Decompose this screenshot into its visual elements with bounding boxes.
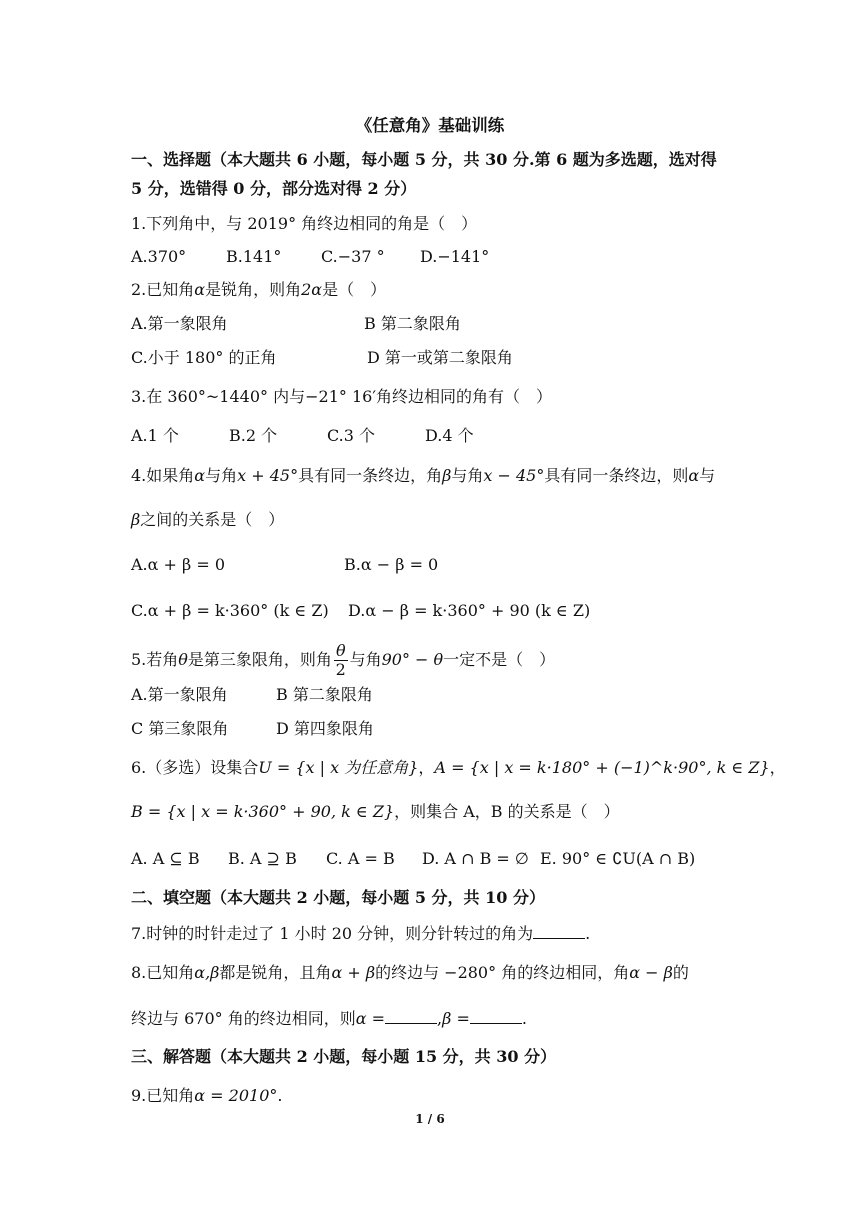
q8-line1-mid1: 都是锐角，且角: [219, 963, 332, 982]
section3-heading: 三、解答题（本大题共 2 小题，每小题 15 分，共 30 分）: [131, 1047, 557, 1066]
q4-line1-pre: 4.如果角: [131, 466, 195, 485]
q2-option-d: D 第一或第二象限角: [367, 348, 513, 367]
q4-option-b: B.α − β = 0: [344, 555, 439, 574]
q8-alpha-eq: α =: [355, 1009, 386, 1028]
q5-option-c: C 第三象限角: [131, 719, 229, 738]
q7-stem-text: 7.时钟的时针走过了 1 小时 20 分钟，则分针转过的角为: [131, 924, 534, 943]
q2-option-a: A.第一象限角: [131, 314, 228, 333]
q6-line1-end: ，: [769, 758, 786, 777]
q3-option-c: C.3 个: [327, 426, 376, 445]
q6-separator: ，: [418, 758, 435, 777]
q1-option-a: A.370°: [131, 247, 187, 266]
q4-options-row1: [131, 554, 438, 576]
section1-heading-line1: 一、选择题（本大题共 6 小题，每小题 5 分，共 30 分.第 6 题为多选题，选对得: [131, 150, 717, 169]
q6-line1: [131, 757, 786, 779]
q9-end: .: [277, 1086, 283, 1105]
q2-option-c: C.小于 180° 的正角: [131, 348, 277, 367]
q2-options-row2: [131, 347, 513, 369]
q4-alpha-2: α: [688, 466, 700, 485]
q4-option-a: A.α + β = 0: [131, 555, 226, 574]
q7-stem: [131, 922, 590, 945]
q6-line2-post: ，则集合 A，B 的关系是（ ）: [394, 802, 620, 821]
q7-answer-blank[interactable]: [533, 922, 585, 939]
q4-line2-post: 之间的关系是（ ）: [140, 510, 285, 529]
q2-two-alpha: 2α: [301, 280, 323, 299]
q3-option-d: D.4 个: [425, 426, 474, 445]
q2-stem-post: 是（ ）: [322, 280, 387, 299]
q5-option-a: A.第一象限角: [131, 685, 228, 704]
q6-set-b: B = {x | x = k·360° + 90, k ∈ Z}: [131, 802, 395, 821]
q5-stem: [131, 641, 555, 679]
q8-beta-blank[interactable]: [470, 1007, 522, 1024]
q8-line1-pre: 8.已知角: [131, 963, 195, 982]
q5-stem-post: 一定不是（ ）: [443, 650, 556, 669]
q2-stem: [131, 279, 386, 301]
q5-fraction: [334, 642, 348, 679]
q3-options: [131, 425, 474, 447]
q4-expr1: x + 45°: [237, 466, 299, 485]
q8-sum: α + β: [331, 963, 376, 982]
q6-option-d: D. A ∩ B = ∅: [422, 849, 529, 868]
q4-line1-end: 与: [699, 466, 716, 485]
q6-line2: [131, 801, 620, 823]
q6-set-u: U = {x | x 为任意角}: [258, 758, 419, 777]
q3-option-b: B.2 个: [229, 426, 278, 445]
q1-options: [131, 246, 489, 268]
q6-option-e: E. 90° ∈ ∁U(A ∩ B): [540, 849, 696, 868]
q4-beta: β: [442, 466, 452, 485]
document-title: 《任意角》基础训练: [355, 116, 505, 135]
q4-line1: [131, 465, 715, 487]
q4-expr2: x − 45°: [483, 466, 545, 485]
q8-line2: [131, 1007, 527, 1030]
q6-set-a: A = {x | x = k·180° + (−1)^k·90°, k ∈ Z}: [434, 758, 770, 777]
q5-stem-mid1: 是第三象限角，则角: [187, 650, 332, 669]
q2-options-row1: [131, 313, 461, 335]
q4-line1-mid2: 具有同一条终边，角: [298, 466, 443, 485]
q2-stem-mid: 是锐角，则角: [205, 280, 302, 299]
q8-line2-pre: 终边与 670° 角的终边相同，则: [131, 1009, 356, 1028]
q3-stem: 3.在 360°~1440° 内与−21° 16′角终边相同的角有（ ）: [131, 387, 552, 406]
q4-options-row2: [131, 600, 590, 622]
q6-line1-pre: 6.（多选）设集合: [131, 758, 259, 777]
q5-option-b: B 第二象限角: [276, 685, 373, 704]
q6-option-a: A. A ⊆ B: [131, 849, 200, 868]
q2-alpha: α: [194, 280, 206, 299]
q1-option-d: D.−141°: [420, 247, 490, 266]
q5-theta: θ: [178, 650, 188, 669]
q8-beta-eq: β =: [442, 1009, 470, 1028]
q5-option-d: D 第四象限角: [276, 719, 374, 738]
q1-option-c: C.−37 °: [321, 247, 385, 266]
q5-options-row1: [131, 684, 373, 706]
section1-heading-line2: 5 分，选错得 0 分，部分选对得 2 分）: [131, 179, 417, 198]
q5-stem-mid2: 与角: [349, 650, 382, 669]
q8-alpha-blank[interactable]: [385, 1007, 437, 1024]
q8-alpha-beta: α,β: [194, 963, 220, 982]
q4-option-c: C.α + β = k·360° (k ∈ Z): [131, 601, 329, 620]
q1-stem: 1.下列角中，与 2019° 角终边相同的角是（ ）: [131, 214, 478, 233]
q7-end: .: [585, 924, 591, 943]
q2-option-b: B 第二象限角: [364, 314, 461, 333]
q8-line1-mid2: 的终边与 −280° 角的终边相同，角: [375, 963, 630, 982]
q5-fraction-numerator: θ: [335, 641, 346, 660]
q4-beta-2: β: [131, 510, 141, 529]
q8-line1-end: 的: [672, 963, 689, 982]
q8-end: .: [521, 1009, 527, 1028]
q4-option-d: D.α − β = k·360° + 90 (k ∈ Z): [348, 601, 591, 620]
q6-option-b: B. A ⊇ B: [228, 849, 297, 868]
q1-option-b: B.141°: [226, 247, 282, 266]
q4-line1-mid1: 与角: [205, 466, 238, 485]
page-number: 1 / 6: [415, 1112, 445, 1126]
section2-heading: 二、填空题（本大题共 2 小题，每小题 5 分，共 10 分）: [131, 888, 545, 907]
q8-diff: α − β: [629, 963, 673, 982]
q8-line1: [131, 962, 689, 984]
q6-options: [131, 848, 695, 870]
q4-line2: [131, 509, 284, 531]
q9-expr: α = 2010°: [194, 1086, 278, 1105]
q5-fraction-denominator: 2: [335, 660, 346, 679]
q5-stem-pre: 5.若角: [131, 650, 179, 669]
q9-stem-pre: 9.已知角: [131, 1086, 195, 1105]
q8-comma: ,: [437, 1009, 443, 1028]
q2-stem-pre: 2.已知角: [131, 280, 195, 299]
q4-line1-mid3: 与角: [451, 466, 484, 485]
q5-options-row2: [131, 718, 374, 740]
q9-stem: [131, 1085, 282, 1107]
q5-expr: 90° − θ: [381, 650, 444, 669]
q4-alpha: α: [194, 466, 206, 485]
q6-option-c: C. A = B: [326, 849, 395, 868]
q4-line1-mid4: 具有同一条终边，则: [544, 466, 689, 485]
q3-option-a: A.1 个: [131, 426, 179, 445]
